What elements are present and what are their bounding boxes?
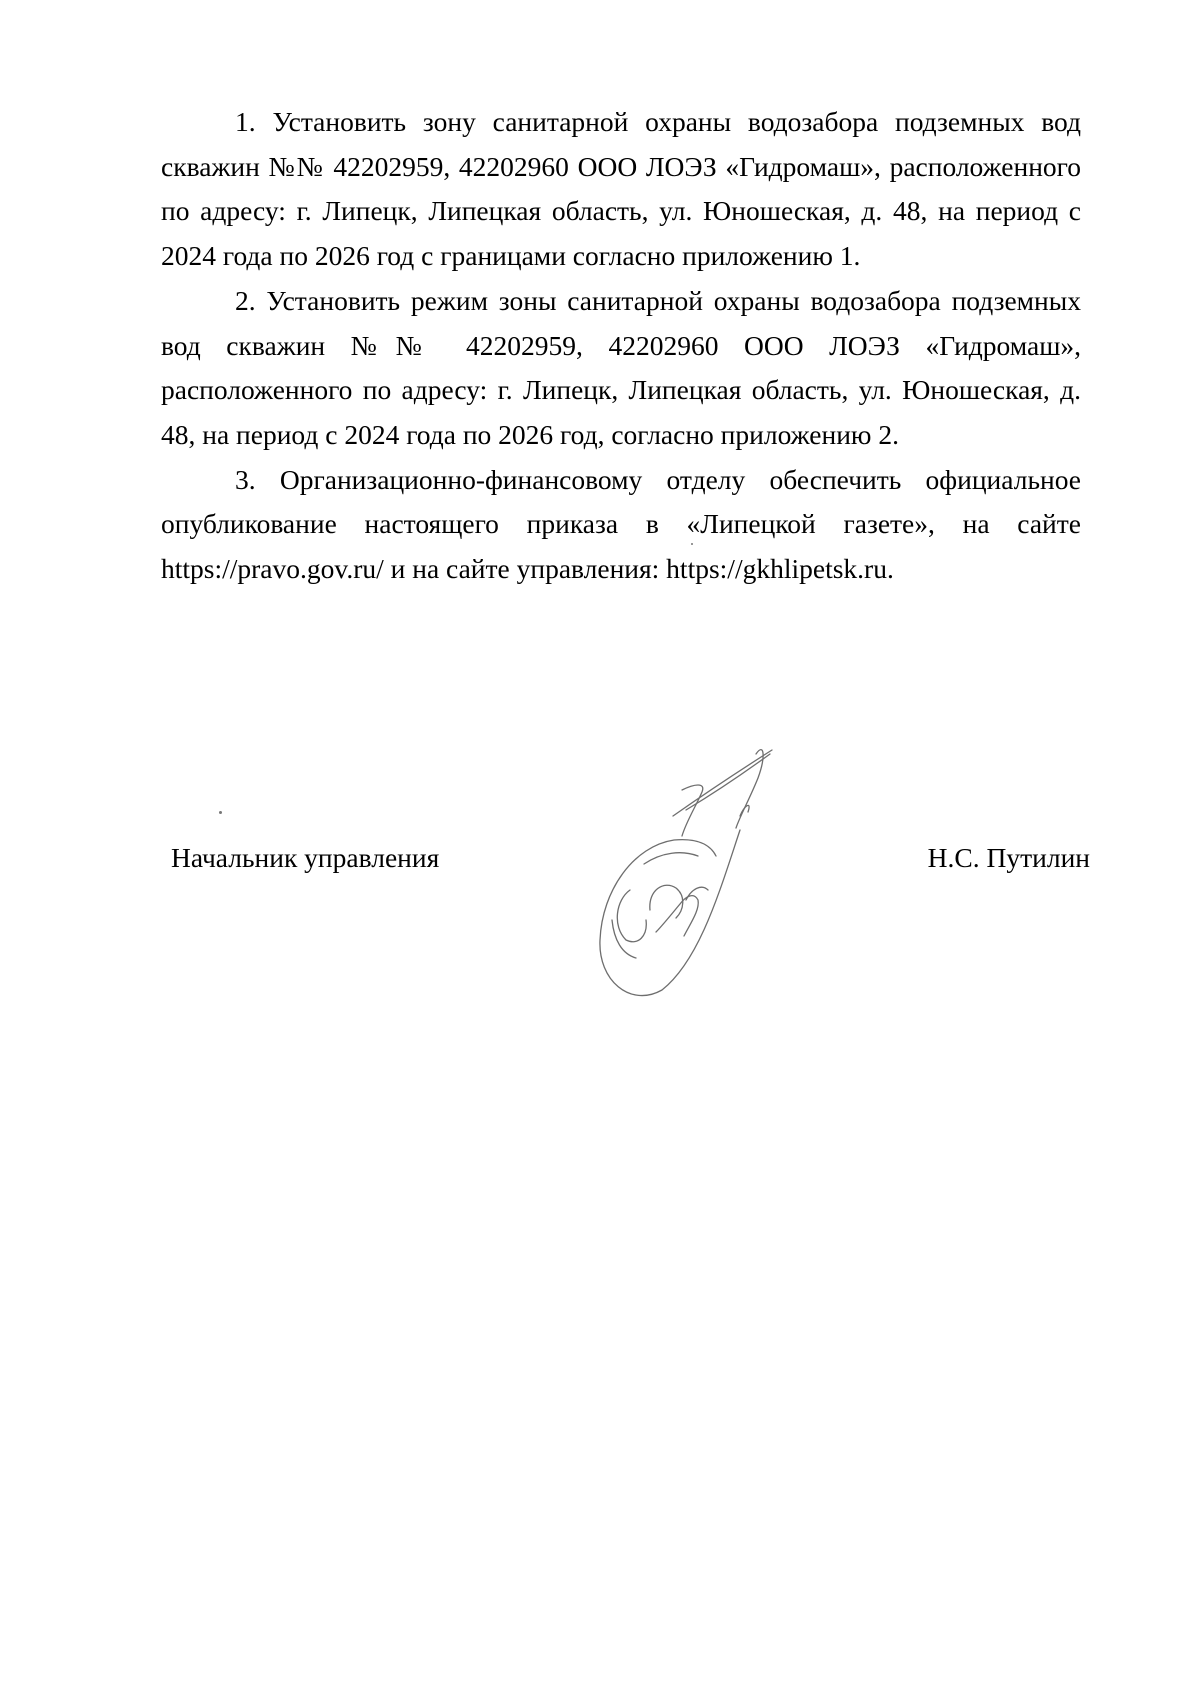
- signatory-position: Начальник управления: [171, 842, 440, 873]
- scan-speck: [219, 811, 222, 814]
- scan-speck: [691, 543, 693, 545]
- signatory-name: Н.С. Путилин: [927, 842, 1090, 873]
- document-body: [161, 100, 1081, 592]
- paragraph-3: 3. Организационно-финансовому отделу обеспечить официальное опубликование настоящего приказа в «Липецкой газете», на сайте https://pravo.gov.ru/ и на сайте управления: https://gkhlipetsk.ru.: [161, 463, 1081, 585]
- paragraph-2: 2. Установить режим зоны санитарной охраны водозабора подземных вод скважин №№ 42202959, 42202960 ООО ЛОЭЗ «Гидромаш», расположенного по адресу: г. Липецк, Липецкая область, ул. Юношеская, д. 48, на период с 2024 года по 2026 год, согласно приложению 2.: [161, 284, 1081, 450]
- paragraph-1: 1. Установить зону санитарной охраны водозабора подземных вод скважин №№ 42202959, 42202960 ООО ЛОЭЗ «Гидромаш», расположенного по адресу: г. Липецк, Липецкая область, ул. Юношеская, д. 48, на период с 2024 года по 2026 год с границами согласно приложению 1.: [161, 106, 1081, 272]
- handwritten-signature: [590, 740, 830, 1010]
